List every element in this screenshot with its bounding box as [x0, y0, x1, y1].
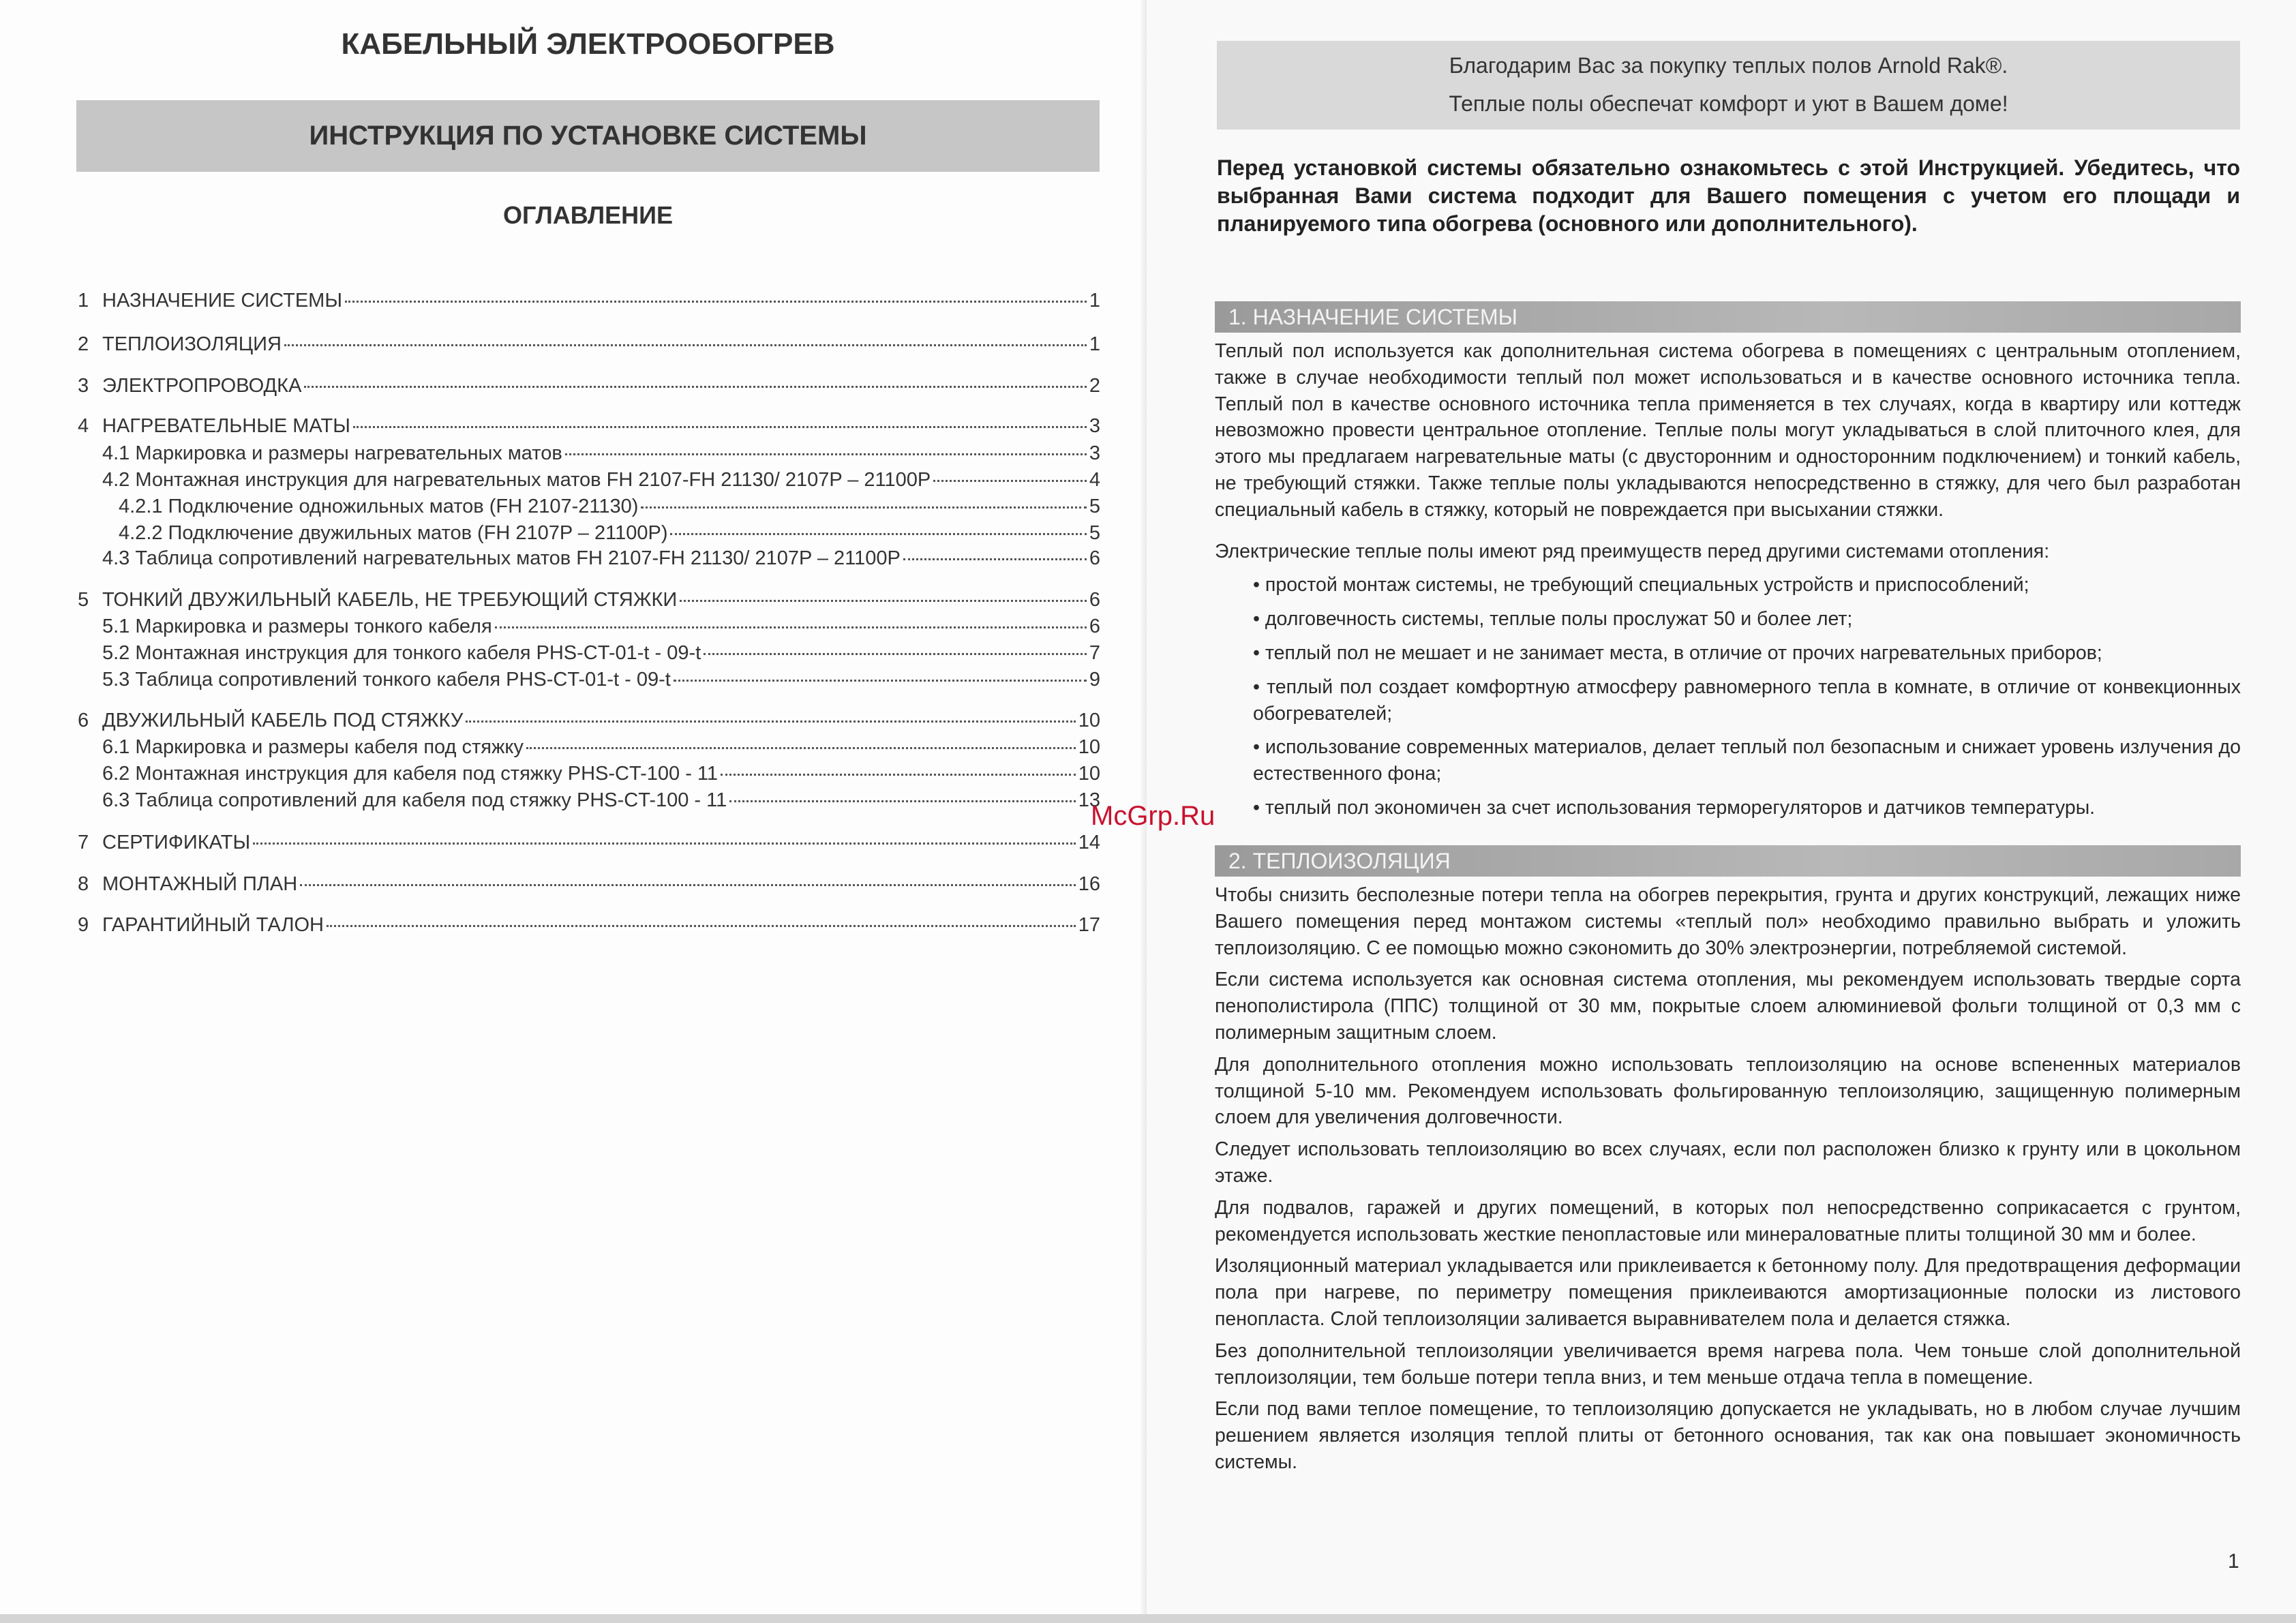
section-1 [1215, 301, 2241, 836]
toc-leader-dots [670, 533, 1086, 535]
section-2-paragraph: Если под вами теплое помещение, то теплоизоляцию допускается не укладывать, но в любом случае лучшим решением является изоляция теплой плиты от бетонного основания, так как она повышает экономичность системы. [1215, 1398, 2241, 1473]
toc-entry[interactable] [78, 375, 1100, 397]
toc-entry-label: 4.2.2 Подключение двужильных матов (FH 2107P – 21100P) [119, 522, 668, 544]
thanks-box [1217, 41, 2240, 130]
toc-leader-dots [353, 426, 1087, 428]
toc-entry[interactable] [78, 589, 1100, 611]
toc-entry-page: 6 [1089, 547, 1100, 569]
toc-leader-dots [304, 386, 1086, 388]
toc-entry[interactable] [78, 333, 1100, 356]
toc-entry-label: СЕРТИФИКАТЫ [102, 832, 251, 853]
toc-leader-dots [300, 884, 1076, 886]
toc-entry-label: НАЗНАЧЕНИЕ СИСТЕМЫ [102, 290, 343, 312]
toc-leader-dots [721, 774, 1076, 776]
section-2-paragraph: Для подвалов, гаражей и других помещений, в которых пол непосредственно соприкасается с грунтом, рекомендуется использовать жесткие пенопластовые или минераловатные плиты толщиной 30 мм и более. [1215, 1196, 2241, 1245]
toc-entry-label: НАГРЕВАТЕЛЬНЫЕ МАТЫ [102, 415, 350, 437]
toc-entry-number: 2 [78, 333, 89, 355]
toc-entry-page: 7 [1089, 642, 1100, 664]
list-item: • теплый пол экономичен за счет использования терморегуляторов и датчиков температуры. [1253, 795, 2241, 821]
toc-entry-number: 9 [78, 914, 89, 936]
toc-entry-number: 4 [78, 415, 89, 437]
section-2-paragraph: Если система используется как основная система отопления, мы рекомендуем использовать твердые сорта пенополистирола (ППС) толщиной от 30 мм, покрытые слоем алюминиевой фольги толщиной от 0,3 мм с полимерным защитным слоем. [1215, 969, 2241, 1044]
toc-entry-label: 4.2 Монтажная инструкция для нагревательных матов FH 2107-FH 21130/ 2107P – 21100P [102, 469, 931, 491]
toc-entry-page: 4 [1089, 469, 1100, 491]
intro-warning: Перед установкой системы обязательно ознакомьтесь с этой Инструкцией. Убедитесь, что выбранная Вами система подходит для Вашего помещения с учетом его площади и планируемого типа обогрева (основного или дополнительного). [1217, 155, 2240, 236]
toc-entry-page: 10 [1078, 710, 1100, 731]
scan-bottom-edge [0, 1614, 2296, 1623]
toc-entry-page: 3 [1089, 442, 1100, 464]
toc-entry[interactable] [78, 736, 1100, 759]
toc-entry-page: 10 [1078, 736, 1100, 758]
section-2-paragraph: Изоляционный материал укладывается или приклеивается к бетонному полу. Для предотвращения деформации пола при нагреве, по периметру помещения приклеиваются амортизационные полоски из листового пенопласта. Слой теплоизоляции заливается выравнивателем пола и делается стяжка. [1215, 1255, 2241, 1330]
toc-entry-number: 6 [78, 710, 89, 731]
toc-entry[interactable] [78, 496, 1100, 518]
left-page [0, 0, 1147, 1623]
toc-entry-page: 14 [1078, 832, 1100, 853]
toc-entry-label: 6.3 Таблица сопротивлений для кабеля под стяжку PHS-CT-100 - 11 [102, 789, 727, 811]
toc-entry-number: 1 [78, 290, 89, 312]
section-2-paragraph: Для дополнительного отопления можно использовать теплоизоляцию на основе вспененных материалов толщиной 5-10 мм. Рекомендуем использовать фольгированную теплоизоляцию, защищенную полимерным слоем для увеличения долговечности. [1215, 1053, 2241, 1129]
toc-entry[interactable] [78, 442, 1100, 465]
toc-leader-dots [704, 653, 1087, 655]
toc-leader-dots [641, 506, 1086, 509]
toc-entry-page: 1 [1089, 290, 1100, 312]
toc-entry-label: ТОНКИЙ ДВУЖИЛЬНЫЙ КАБЕЛЬ, НЕ ТРЕБУЮЩИЙ СТЯЖКИ [102, 589, 678, 611]
toc-entry-page: 9 [1089, 669, 1100, 691]
toc-entry[interactable] [78, 290, 1100, 312]
right-page [1147, 0, 2296, 1623]
toc-leader-dots [327, 925, 1076, 927]
toc-entry-number: 8 [78, 873, 89, 895]
toc-entry-number: 5 [78, 589, 89, 611]
toc-entry-label: ДВУЖИЛЬНЫЙ КАБЕЛЬ ПОД СТЯЖКУ [102, 710, 464, 731]
section-1-paragraph: Теплый пол используется как дополнительная система обогрева в помещениях с центральным отоплением, также в случае необходимости теплый пол может использоваться и в качестве основного источника тепла. Теплый пол в качестве основного источника тепла применяется в тех случаях, когда в квартиру или коттедж невозможно провести центральное отопление. Теплые полы могут укладываться в слой плиточного клея, для этого мы предлагаем нагревательные маты (с двусторонним и односторонним подключением) и тонкий кабель, не требующий стяжки. Также теплые полы укладываются непосредственно в стяжку, для чего был разработан специальный кабель в стяжку, который не повреждается при высыхании стяжки. [1215, 340, 2241, 521]
toc-entry-page: 5 [1089, 522, 1100, 544]
toc-entry-page: 10 [1078, 763, 1100, 785]
toc-entry[interactable] [78, 522, 1100, 545]
toc-entry-page: 2 [1089, 375, 1100, 397]
toc-entry[interactable] [78, 469, 1100, 491]
toc-leader-dots [495, 626, 1087, 628]
toc-leader-dots [526, 747, 1076, 749]
toc-heading: ОГЛАВЛЕНИЕ [502, 201, 674, 229]
list-item: • простой монтаж системы, не требующий специальных устройств и приспособлений; [1253, 572, 2241, 598]
toc-leader-dots [284, 344, 1087, 346]
toc-leader-dots [253, 843, 1076, 845]
toc-entry-label: 4.3 Таблица сопротивлений нагревательных матов FH 2107-FH 21130/ 2107P – 21100P [102, 547, 901, 569]
list-item: • теплый пол создает комфортную атмосферу равномерного тепла в комнате, в отличие от конвекционных обогревателей; [1253, 674, 2241, 727]
toc-leader-dots [903, 558, 1087, 560]
document-title: КАБЕЛЬНЫЙ ЭЛЕКТРООБОГРЕВ [341, 27, 835, 61]
toc-leader-dots [680, 600, 1087, 602]
toc-leader-dots [933, 480, 1087, 482]
advantages-list [1215, 572, 2241, 821]
list-item: • теплый пол не мешает и не занимает места, в отличие от прочих нагревательных приборов; [1253, 640, 2241, 667]
section-2-paragraph: Чтобы снизить бесполезные потери тепла на обогрев перекрытия, грунта и других конструкций, лежащих ниже Вашего помещения перед монтажом системы «теплый пол» необходимо правильно выбрать и уложить теплоизоляцию. С ее помощью можно сэкономить до 30% электроэнергии, потребляемой системой. [1215, 884, 2241, 959]
toc-entry[interactable] [78, 415, 1100, 438]
thanks-line-2: Теплые полы обеспечат комфорт и уют в Вашем доме! [1449, 91, 2008, 116]
toc-entry-label: ГАРАНТИЙНЫЙ ТАЛОН [102, 914, 324, 936]
toc-leader-dots [466, 721, 1075, 723]
toc-entry-number: 7 [78, 832, 89, 853]
toc-entry-label: МОНТАЖНЫЙ ПЛАН [102, 873, 298, 895]
toc-entry[interactable] [78, 616, 1100, 638]
toc-entry-label: 4.2.1 Подключение одножильных матов (FH 2107-21130) [119, 496, 639, 517]
toc-entry[interactable] [78, 547, 1100, 570]
toc-entry-label: 6.1 Маркировка и размеры кабеля под стяжку [102, 736, 524, 758]
section-2 [1215, 845, 2241, 1481]
toc-entry[interactable] [78, 873, 1100, 896]
toc-entry[interactable] [78, 763, 1100, 785]
toc-entry-page: 1 [1089, 333, 1100, 355]
toc-entry[interactable] [78, 710, 1100, 732]
thanks-line-1: Благодарим Вас за покупку теплых полов Arnold Rak®. [1449, 53, 2008, 78]
section-2-heading: 2. ТЕПЛОИЗОЛЯЦИЯ [1215, 845, 2241, 877]
list-item: • использование современных материалов, делает теплый пол безопасным и снижает уровень излучения до естественного фона; [1253, 734, 2241, 787]
toc-entry-label: 5.1 Маркировка и размеры тонкого кабеля [102, 616, 492, 637]
toc-entry-page: 5 [1089, 496, 1100, 517]
section-2-paragraph: Без дополнительной теплоизоляции увеличивается время нагрева пола. Чем тоньше слой дополнительной теплоизоляции, тем больше потери тепла вниз, и тем меньше отдача тепла в помещение. [1215, 1339, 2241, 1389]
section-1-advantages-intro: Электрические теплые полы имеют ряд преимуществ перед другими системами отопления: [1215, 540, 2050, 562]
section-1-heading: 1. НАЗНАЧЕНИЕ СИСТЕМЫ [1215, 301, 2241, 333]
instruction-banner: ИНСТРУКЦИЯ ПО УСТАНОВКЕ СИСТЕМЫ [76, 100, 1100, 172]
toc-entry-page: 6 [1089, 589, 1100, 611]
watermark: McGrp.Ru [1091, 801, 1215, 831]
toc-leader-dots [345, 301, 1087, 303]
toc-entry-page: 13 [1078, 789, 1100, 811]
toc-entry-label: ТЕПЛОИЗОЛЯЦИЯ [102, 333, 282, 355]
toc-leader-dots [674, 680, 1087, 682]
toc-entry-label: ЭЛЕКТРОПРОВОДКА [102, 375, 302, 397]
toc-entry-page: 6 [1089, 616, 1100, 637]
toc-entry-number: 3 [78, 375, 89, 397]
toc-entry[interactable] [78, 789, 1100, 812]
toc-entry-label: 5.2 Монтажная инструкция для тонкого кабеля PHS-CT-01-t - 09-t [102, 642, 701, 664]
toc-leader-dots [729, 800, 1076, 802]
toc-entry[interactable] [78, 642, 1100, 665]
toc-entry[interactable] [78, 832, 1100, 854]
toc-entry-page: 16 [1078, 873, 1100, 895]
toc-entry-page: 17 [1078, 914, 1100, 936]
toc-entry-label: 4.1 Маркировка и размеры нагревательных матов [102, 442, 562, 464]
toc-entry[interactable] [78, 669, 1100, 691]
section-2-paragraph: Следует использовать теплоизоляцию во всех случаях, если пол расположен близко к грунту или в цокольном этаже. [1215, 1138, 2241, 1187]
toc-entry-page: 3 [1089, 415, 1100, 437]
page-number: 1 [2228, 1550, 2239, 1573]
toc-entry-label: 6.2 Монтажная инструкция для кабеля под стяжку PHS-CT-100 - 11 [102, 763, 719, 785]
toc-entry[interactable] [78, 914, 1100, 937]
list-item: • долговечность системы, теплые полы прослужат 50 и более лет; [1253, 606, 2241, 633]
toc-leader-dots [565, 453, 1087, 455]
toc-entry-label: 5.3 Таблица сопротивлений тонкого кабеля PHS-CT-01-t - 09-t [102, 669, 671, 691]
